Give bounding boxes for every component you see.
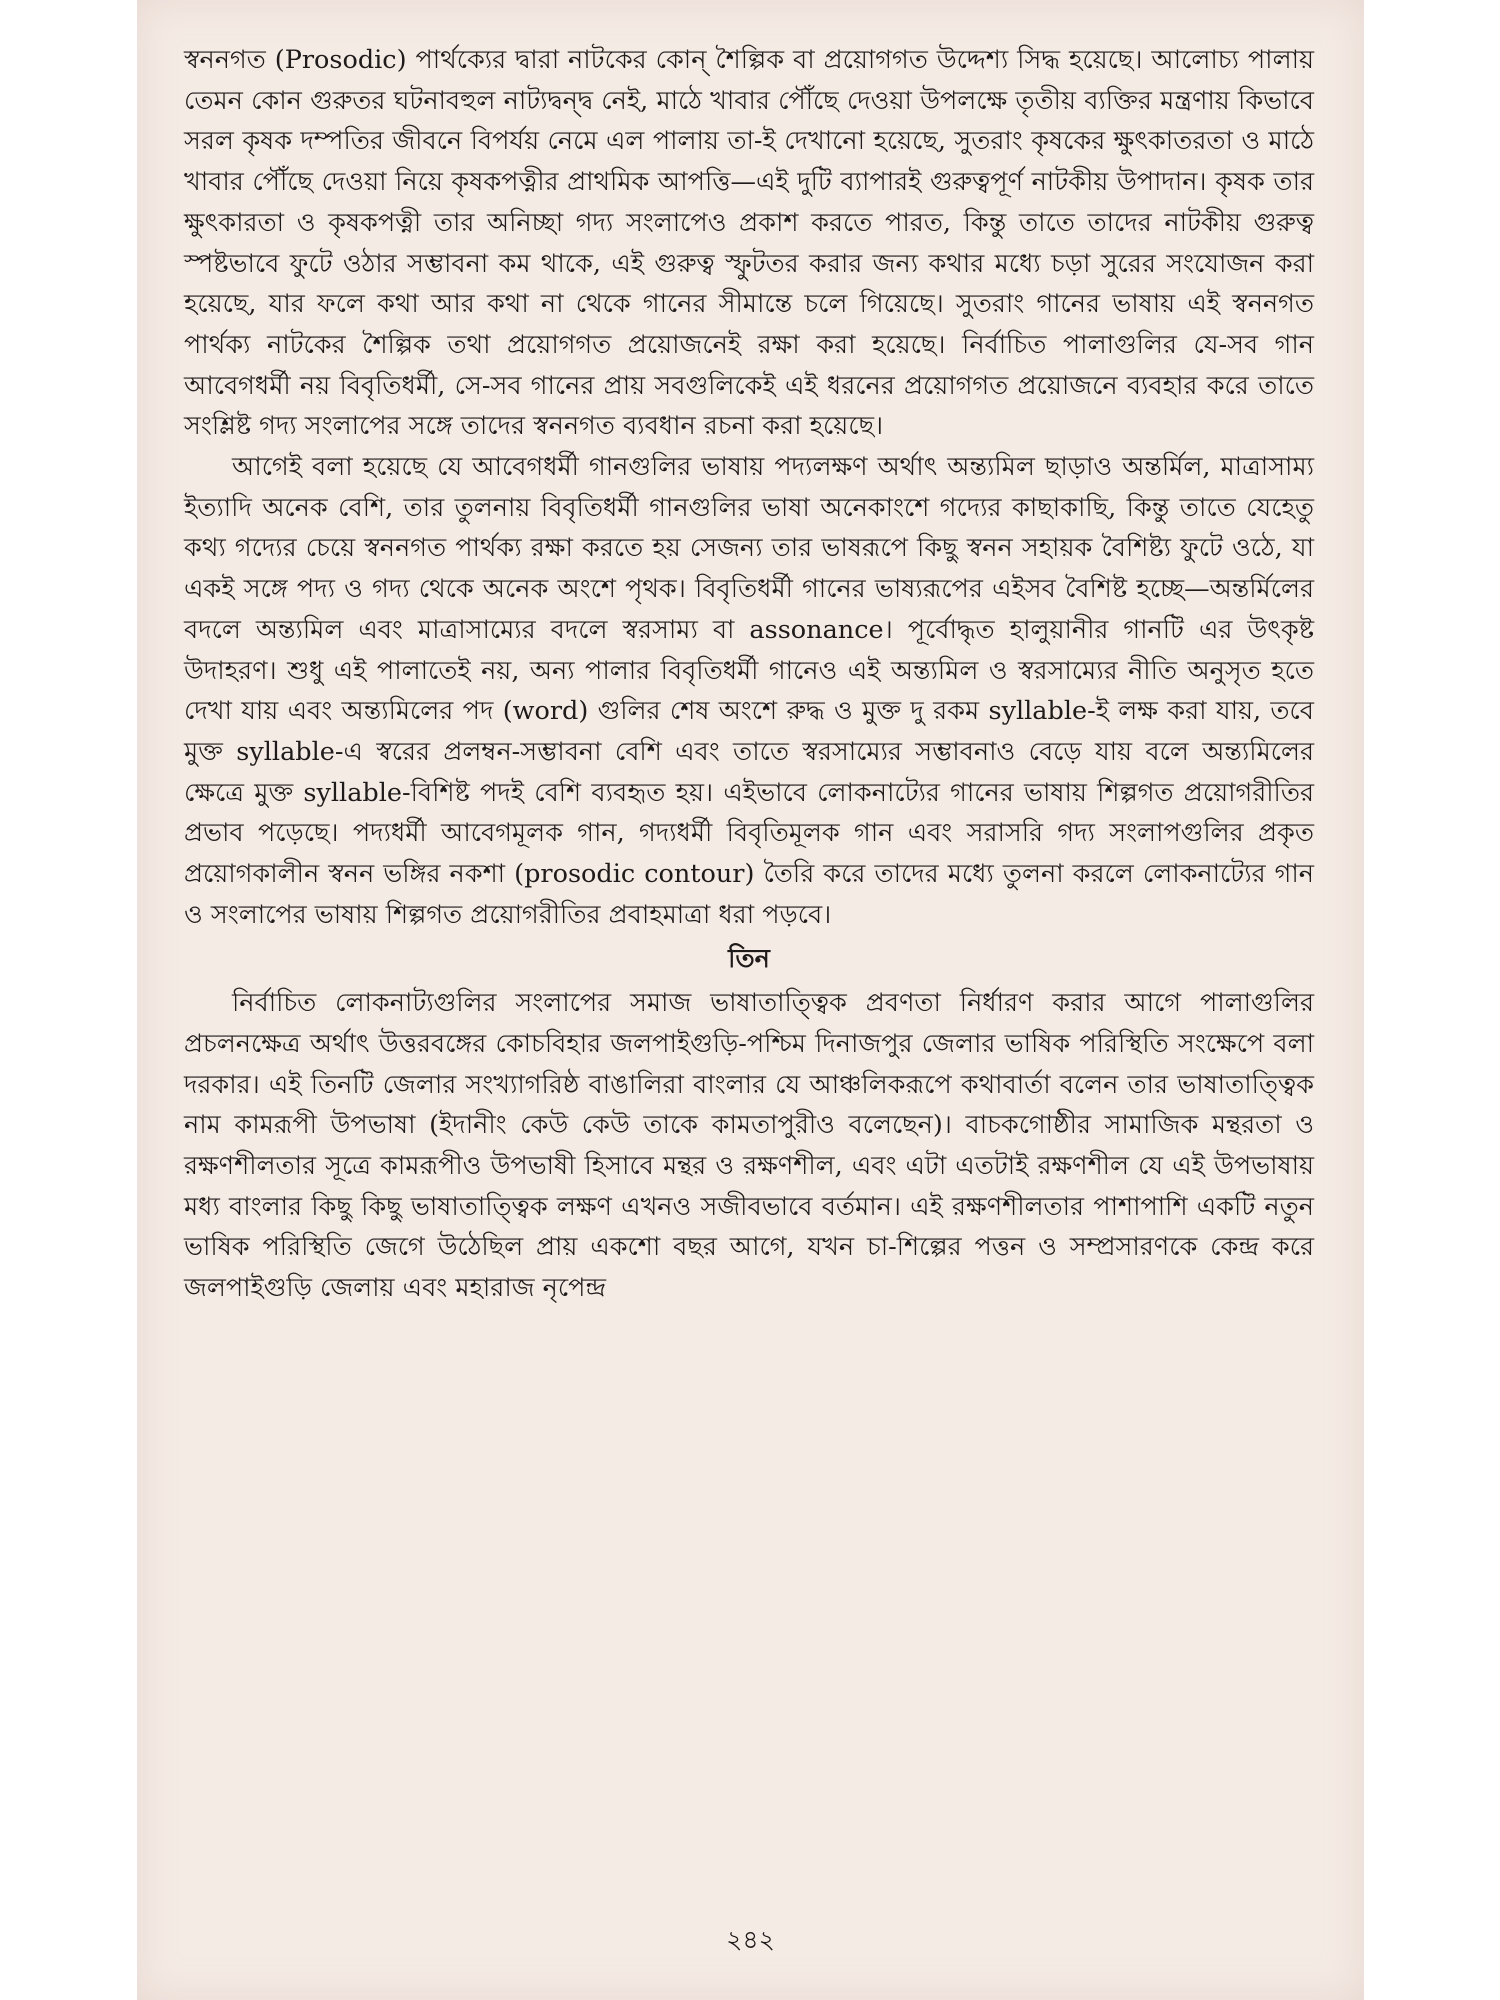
paragraph-continued: স্বননগত (Prosodic) পার্থক্যের দ্বারা নাটকের কোন্‌ শৈল্পিক বা প্রয়োগগত উদ্দেশ্য সিদ্ধ হয়েছে। আলোচ্য পালায় তেমন কোন গুরুতর ঘটনাবহুল নাট্যদ্বন্দ্ব নেই, মাঠে খাবার পৌঁছে দেওয়া উপলক্ষে তৃতীয় ব্যক্তির মন্ত্রণায় কিভাবে সরল কৃষক দম্পতির জীবনে বিপর্যয় নেমে এল পালায় তা-ই দেখানো হয়েছে, সুতরাং কৃষকের ক্ষুৎকাতরতা ও মাঠে খাবার পৌঁছে দেওয়া নিয়ে কৃষকপত্নীর প্রাথমিক আপত্তি—এই দুটি ব্যাপারই গুরুত্বপূর্ণ নাটকীয় উপাদান। কৃষক তার ক্ষুৎকারতা ও কৃষকপত্নী তার অনিচ্ছা গদ্য সংলাপেও প্রকাশ করতে পারত, কিন্তু তাতে তাদের নাটকীয় গুরুত্ব স্পষ্টভাবে ফুটে ওঠার সম্ভাবনা কম থাকে, এই গুরুত্ব স্ফুটতর করার জন্য কথার মধ্যে চড়া সুরের সংযোজন করা হয়েছে, যার ফলে কথা আর কথা না থেকে গানের সীমান্তে চলে গিয়েছে। সুতরাং গানের ভাষায় এই স্বননগত পার্থক্য নাটকের শৈল্পিক তথা প্রয়োগগত প্রয়োজনেই রক্ষা করা হয়েছে। নির্বাচিত পালাগুলির যে-সব গান আবেগধর্মী নয় বিবৃতিধর্মী, সে-সব গানের প্রায় সবগুলিকেই এই ধরনের প্রয়োগগত প্রয়োজনে ব্যবহার করে তাতে সংশ্লিষ্ট গদ্য সংলাপের সঙ্গে তাদের স্বননগত ব্যবধান রচনা করা হয়েছে। [184,45,1314,442]
section-heading: তিন [728,944,770,975]
paragraph: আগেই বলা হয়েছে যে আবেগধর্মী গানগুলির ভাষায় পদ্যলক্ষণ অর্থাৎ অন্ত্যমিল ছাড়াও অন্তর্মিল, মাত্রাসাম্য ইত্যাদি অনেক বেশি, তার তুলনায় বিবৃতিধর্মী গানগুলির ভাষা অনেকাংশে গদ্যের কাছাকাছি, কিন্তু তাতে যেহেতু কথ্য গদ্যের চেয়ে স্বননগত পার্থক্য রক্ষা করতে হয় সেজন্য তার ভাষরূপে কিছু স্বনন সহায়ক বৈশিষ্ট্য ফুটে ওঠে, যা একই সঙ্গে পদ্য ও গদ্য থেকে অনেক অংশে পৃথক। বিবৃতিধর্মী গানের ভাষ্যরূপের এইসব বৈশিষ্ট হচ্ছে—অন্তর্মিলের বদলে অন্ত্যমিল এবং মাত্রাসাম্যের বদলে স্বরসাম্য বা assonance। পূর্বোদ্ধৃত হালুয়ানীর গানটি এর উৎকৃষ্ট উদাহরণ। শুধু এই পালাতেই নয়, অন্য পালার বিবৃতিধর্মী গানেও এই অন্ত্যমিল ও স্বরসাম্যের নীতি অনুসৃত হতে দেখা যায় এবং অন্ত্যমিলের পদ (word) গুলির শেষ অংশে রুদ্ধ ও মুক্ত দু রকম syllable-ই লক্ষ করা যায়, তবে মুক্ত syllable-এ স্বরের প্রলম্বন-সম্ভাবনা বেশি এবং তাতে স্বরসাম্যের সম্ভাবনাও বেড়ে যায় বলে অন্ত্যমিলের ক্ষেত্রে মুক্ত syllable-বিশিষ্ট পদই বেশি ব্যবহৃত হয়। এইভাবে লোকনাট্যের গানের ভাষায় শিল্পগত প্রয়োগরীতির প্রভাব পড়েছে। পদ্যধর্মী আবেগমূলক গান, গদ্যধর্মী বিবৃতিমূলক গান এবং সরাসরি গদ্য সংলাপগুলির প্রকৃত প্রয়োগকালীন স্বনন ভঙ্গির নকশা (prosodic contour) তৈরি করে তাদের মধ্যে তুলনা করলে লোকনাট্যের গান ও সংলাপের ভাষায় শিল্পগত প্রয়োগরীতির প্রবাহমাত্রা ধরা পড়বে। [184,452,1314,930]
book-page [137,0,1364,2000]
paragraph: নির্বাচিত লোকনাট্যগুলির সংলাপের সমাজ ভাষাতাত্ত্বিক প্রবণতা নির্ধারণ করার আগে পালাগুলির প্রচলনক্ষেত্র অর্থাৎ উত্তরবঙ্গের কোচবিহার জলপাইগুড়ি-পশ্চিম দিনাজপুর জেলার ভাষিক পরিস্থিতি সংক্ষেপে বলা দরকার। এই তিনটি জেলার সংখ্যাগরিষ্ঠ বাঙালিরা বাংলার যে আঞ্চলিকরূপে কথাবার্তা বলেন তার ভাষাতাত্ত্বিক নাম কামরূপী উপভাষা (ইদানীং কেউ কেউ তাকে কামতাপুরীও বলেছেন)। বাচকগোষ্ঠীর সামাজিক মন্থরতা ও রক্ষণশীলতার সূত্রে কামরূপীও উপভাষী হিসাবে মন্থর ও রক্ষণশীল, এবং এটা এতটাই রক্ষণশীল যে এই উপভাষায় মধ্য বাংলার কিছু কিছু ভাষাতাত্ত্বিক লক্ষণ এখনও সজীবভাবে বর্তমান। এই রক্ষণশীলতার পাশাপাশি একটি নতুন ভাষিক পরিস্থিতি জেগে উঠেছিল প্রায় একশো বছর আগে, যখন চা-শিল্পের পত্তন ও সম্প্রসারণকে কেন্দ্র করে জলপাইগুড়ি জেলায় এবং মহারাজ নৃপেন্দ্র [184,988,1314,1304]
page-body [184,40,1314,1309]
page-number: ২৪২ [726,1925,775,1954]
